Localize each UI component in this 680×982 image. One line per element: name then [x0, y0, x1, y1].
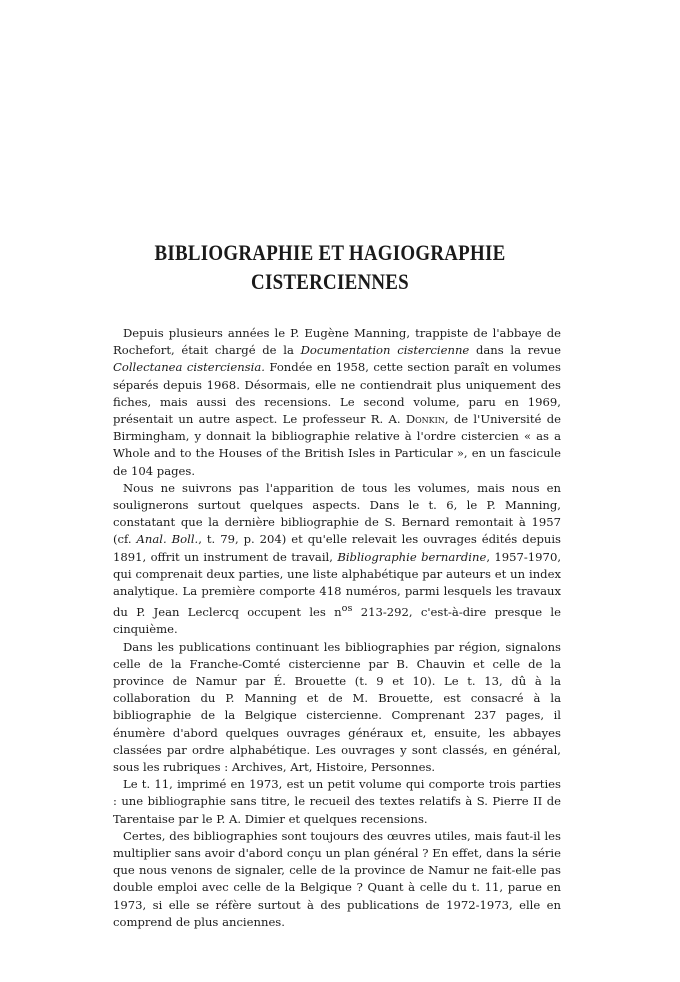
page-title [132, 238, 528, 296]
superscript-os: os [341, 603, 353, 615]
journal-section-title: Documentation cistercienne [300, 343, 470, 358]
title-line-1: BIBLIOGRAPHIE ET HAGIOGRAPHIE [154, 240, 506, 265]
paragraph-4: Le t. 11, imprimé en 1973, est un petit volume qui comporte trois parties : une bibliographie sans titre, le recueil des textes relatifs à S. Pierre II de Tarentaise par le P. A. Dimier et quelques recensions. [113, 777, 561, 826]
paragraph-3: Dans les publications continuant les bibliographies par région, signalons celle de la Franche-Comté cistercienne par B. Chauvin et celle de la province de Namur par É. Brouette (t. 9 et 10). Le t. 13, dû à la collaboration du P. Manning et de M. Brouette, est consacré à la bibliographie de la Belgique cistercienne. Comprenant 237 pages, il énumère d'abord quelques ouvrages généraux et, ensuite, les abbayes classées par ordre alphabétique. Les ouvrages y sont classés, en général, sous les rubriques : Archives, Art, Histoire, Personnes. [113, 639, 561, 774]
paragraph-2-text-e: , 1957-1970, qui comprenait deux parties, une liste alphabétique par auteurs et un index analytique. La première comporte 418 numéros, parmi lesquels les travaux du P. Jean Leclercq occupent les n [113, 549, 561, 620]
book-title: Bibliographie bernardine [337, 549, 487, 564]
paragraph-2-text-g: 213-292, c'est-à-dire presque le cinquième. [113, 605, 561, 637]
paragraph-1-text-e: Fondée en 1958, cette section paraît en volumes séparés depuis 1968. Désormais, elle ne contiendrait plus uniquement des fiches, mais aussi des recensions. Le second volume, paru en 1969, présentait un autre aspect. Le professeur R. A. [113, 360, 561, 427]
article-body [113, 325, 561, 931]
paragraph-2-text-c: , t. 79, p. 204) et qu'elle relevait les ouvrages édités depuis 1891, offrit un instrument de travail, [113, 532, 562, 564]
paragraph-1 [113, 325, 561, 480]
paragraph-1-text-a: Depuis plusieurs années le P. Eugène Manning, trappiste de l'abbaye de Rochefort, était chargé de la [113, 326, 561, 358]
journal-abbrev: Anal. Boll. [136, 532, 199, 547]
paragraph-2 [113, 480, 561, 639]
paragraph-5: Certes, des bibliographies sont toujours des œuvres utiles, mais faut-il les multiplier sans avoir d'abord conçu un plan général ? En effet, dans la série que nous venons de signaler, celle de la province de Namur ne fait-elle pas double emploi avec celle de la Belgique ? Quant à celle du t. 11, parue en 1973, si elle se réfère surtout à des publications de 1972-1973, elle en comprend de plus anciennes. [113, 828, 561, 929]
paragraph-1-text-g: , de l'Université de Birmingham, y donnait la bibliographie relative à l'ordre cistercien « as a Whole and to the Houses of the British Isles in Particular », en un fascicule de 104 pages. [113, 412, 561, 478]
paragraph-1-text-c: dans la revue [469, 343, 562, 358]
title-line-2: CISTERCIENNES [251, 269, 409, 294]
paragraph-2-text-a: Nous ne suivrons pas l'apparition de tous les volumes, mais nous en soulignerons surtout quelques aspects. Dans le t. 6, le P. Manning, constatant que la dernière bibliographie de S. Bernard remontait à 1957 (cf. [113, 480, 561, 547]
author-name-smallcaps: Donkin [405, 412, 445, 427]
journal-title: Collectanea cisterciensia. [113, 360, 265, 375]
